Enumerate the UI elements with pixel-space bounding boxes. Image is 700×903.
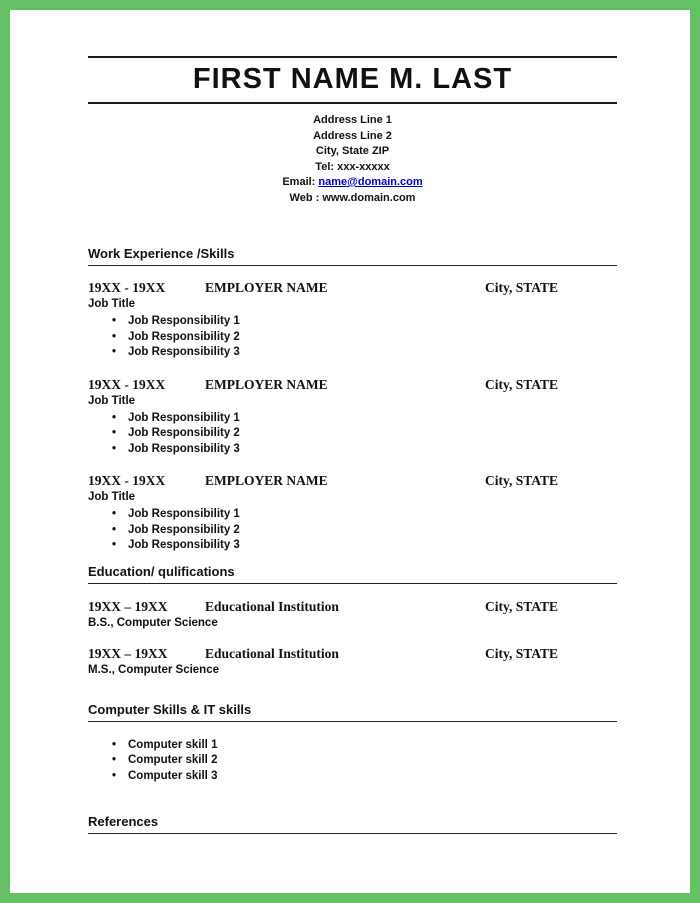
employer-name: EMPLOYER NAME <box>205 280 328 295</box>
contact-city-state-zip: City, State ZIP <box>315 145 390 157</box>
education-entry <box>88 598 617 631</box>
job-responsibility: • Job Responsibility 1 <box>112 314 617 330</box>
job-responsibility: • Job Responsibility 3 <box>112 442 617 458</box>
skill-item: • Computer skill 2 <box>112 753 617 769</box>
education-location: City, STATE <box>485 598 559 614</box>
job-responsibility: • Job Responsibility 1 <box>112 507 617 523</box>
section-work-experience <box>88 246 617 554</box>
job-dates: 19XX - 19XX <box>88 280 166 295</box>
education-location: City, STATE <box>485 645 559 661</box>
section-divider <box>88 265 617 266</box>
section-computer-skills <box>88 702 617 785</box>
job-responsibility: • Job Responsibility 2 <box>112 426 617 442</box>
job-location: City, STATE <box>485 280 559 295</box>
title-divider-top <box>88 56 617 58</box>
contact-web: Web : www.domain.com <box>289 191 416 204</box>
job-responsibility: • Job Responsibility 1 <box>112 411 617 427</box>
job-responsibility: • Job Responsibility 2 <box>112 523 617 539</box>
employer-name: EMPLOYER NAME <box>205 376 328 392</box>
job-responsibility: • Job Responsibility 3 <box>112 538 617 554</box>
job-dates: 19XX - 19XX <box>88 473 166 488</box>
education-header-row <box>88 598 617 615</box>
references-section-heading: References <box>88 814 159 829</box>
job-location: City, STATE <box>485 473 559 488</box>
job-title: Job Title <box>88 491 136 503</box>
skills-list <box>88 738 617 785</box>
institution-name: Educational Institution <box>205 645 339 661</box>
job-dates: 19XX - 19XX <box>88 376 166 392</box>
job-responsibilities <box>88 507 617 554</box>
page-title: FIRST NAME M. LAST <box>192 63 513 95</box>
job-header-row <box>88 279 617 296</box>
skill-item: • Computer skill 1 <box>112 738 617 754</box>
education-section-heading: Education/ qulifications <box>88 563 235 579</box>
contact-block <box>88 113 617 206</box>
section-divider <box>88 721 617 722</box>
contact-tel: Tel: xxx-xxxxx <box>315 160 390 173</box>
work-section-heading: Work Experience /Skills <box>88 246 235 261</box>
contact-email-line <box>88 175 617 191</box>
job-responsibility: • Job Responsibility 3 <box>112 345 617 361</box>
section-education <box>88 564 617 678</box>
email-link[interactable]: name@domain.com <box>318 176 423 188</box>
job-entry <box>88 472 617 554</box>
title-divider-bottom <box>88 102 617 104</box>
job-responsibility: • Job Responsibility 2 <box>112 330 617 346</box>
education-header-row <box>88 645 617 662</box>
degree: M.S., Computer Science <box>88 663 220 676</box>
job-responsibilities <box>88 411 617 458</box>
section-references <box>88 814 617 834</box>
section-divider <box>88 833 617 834</box>
contact-address-line-2: Address Line 2 <box>313 129 392 142</box>
job-title: Job Title <box>88 394 136 407</box>
job-header-row <box>88 472 617 489</box>
job-entry <box>88 376 617 458</box>
resume-page <box>10 10 690 893</box>
skills-section-heading: Computer Skills & IT skills <box>88 701 252 717</box>
skill-item: • Computer skill 3 <box>112 769 617 785</box>
job-responsibilities <box>88 314 617 361</box>
job-header-row <box>88 376 617 393</box>
education-dates: 19XX – 19XX <box>88 645 168 661</box>
header-block <box>88 56 617 104</box>
job-location: City, STATE <box>485 376 559 392</box>
job-entry <box>88 279 617 361</box>
section-divider <box>88 583 617 584</box>
education-dates: 19XX – 19XX <box>88 598 168 614</box>
contact-address-line-1: Address Line 1 <box>313 114 392 126</box>
institution-name: Educational Institution <box>205 598 339 614</box>
degree: B.S., Computer Science <box>88 616 218 629</box>
employer-name: EMPLOYER NAME <box>205 473 328 488</box>
job-title: Job Title <box>88 298 136 310</box>
email-label: Email: <box>282 176 319 188</box>
education-entry <box>88 645 617 678</box>
